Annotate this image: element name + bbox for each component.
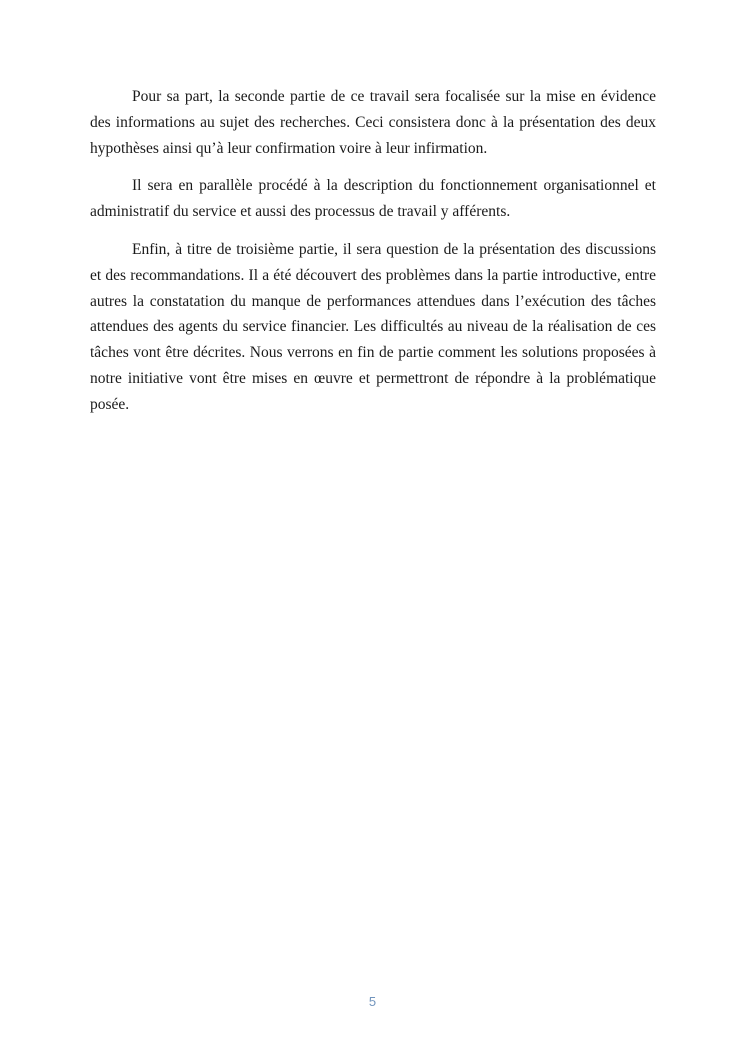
page-footer [0, 993, 745, 1011]
paragraph-2: Il sera en parallèle procédé à la description du fonctionnement organisationnel et administratif du service et aussi des processus de travail y afférents. [90, 177, 656, 221]
page-number: 5 [368, 994, 377, 1009]
document-body [90, 84, 656, 430]
paragraph-3: Enfin, à titre de troisième partie, il sera question de la présentation des discussions et des recommandations. Il a été découvert des problèmes dans la partie introductive, entre autres la constatation du manque de performances attendues dans l’exécution des tâches attendues des agents du service financier. Les difficultés au niveau de la réalisation de ces tâches vont être décrites. Nous verrons en fin de partie comment les solutions proposées à notre initiative vont être mises en œuvre et permettront de répondre à la problématique posée. [90, 240, 656, 413]
paragraph-1: Pour sa part, la seconde partie de ce travail sera focalisée sur la mise en évidence des informations au sujet des recherches. Ceci consistera donc à la présentation des deux hypothèses ainsi qu’à leur confirmation voire à leur infirmation. [90, 88, 656, 157]
